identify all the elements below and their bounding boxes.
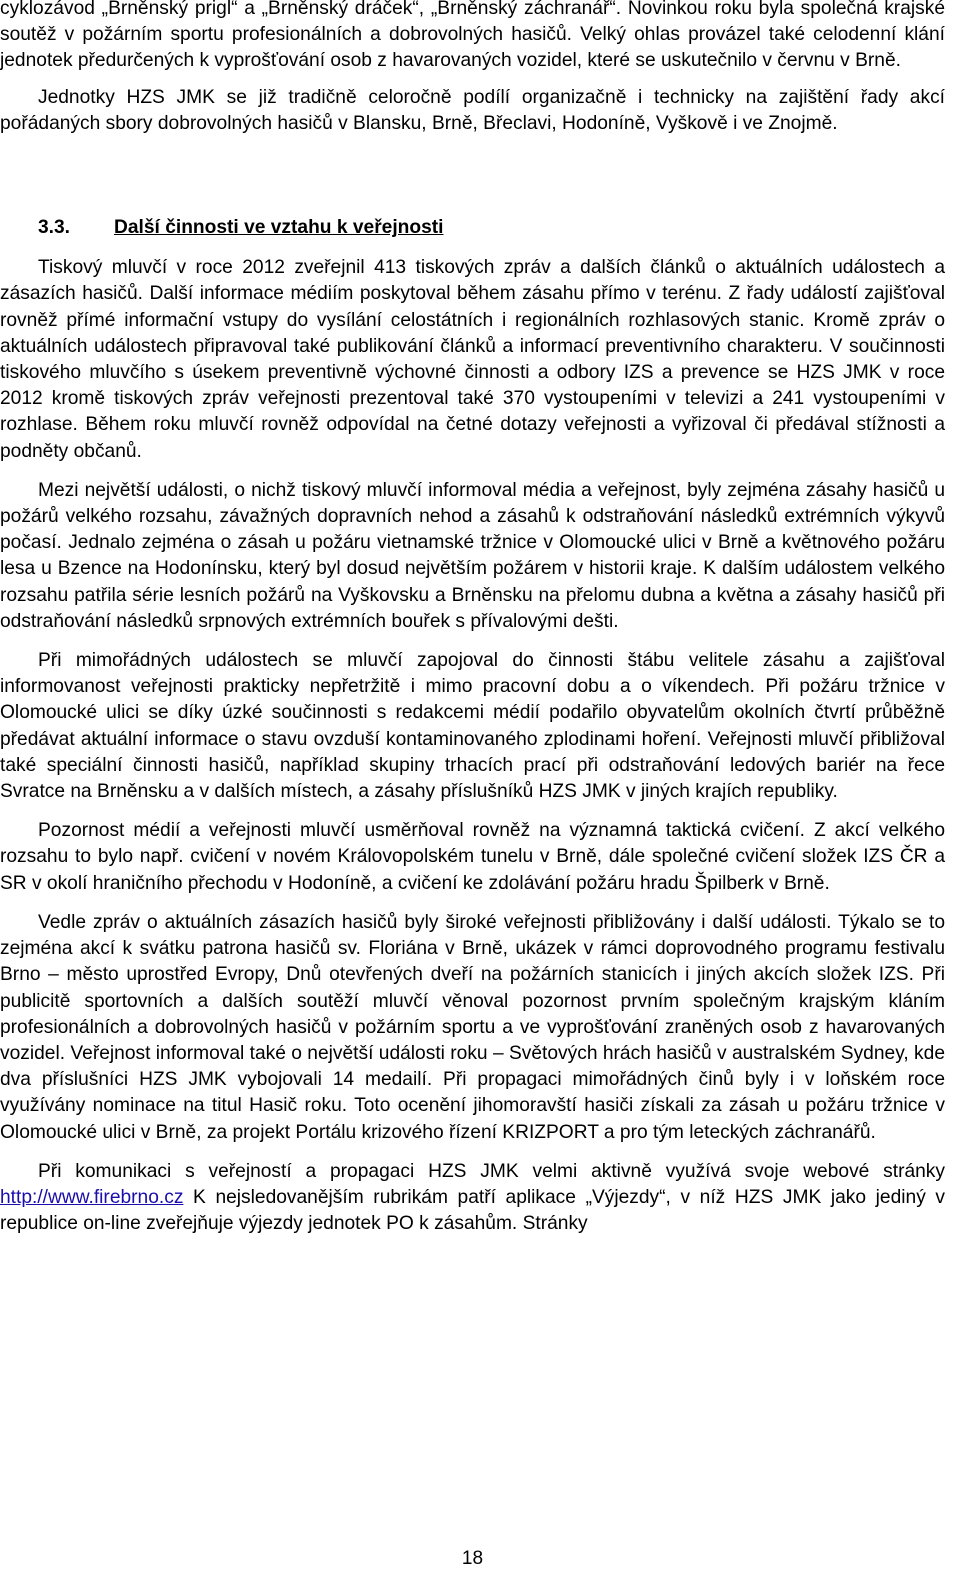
paragraph-tactical-exercises: Pozornost médií a veřejnosti mluvčí usměrňoval rovněž na významná taktická cvičení. Z akcí velkého rozsahu to bylo např. cvičení v novém Královopolském tunelu v Brně, dále společné cvičení složek IZS ČR a SR v okolí hraničního přechodu v Hodoníně, a cvičení ke zdolávání požáru hradu Špilberk v Brně. — [0, 820, 945, 894]
paragraph-other-events: Vedle zpráv o aktuálních zásazích hasičů byly široké veřejnosti přibližovány i další události. Týkalo se to zejména akcí k svátku patrona hasičů sv. Floriána v Brně, ukázek v rámci doprovodného programu festivalu Brno – město uprostřed Evropy, Dnů otevřených dveří na požárních stanicích i jiných akcích složek IZS. Při publicitě sportovních a dalších soutěží mluvčí věnoval pozornost prvním společným krajským kláním profesionálních a dobrovolných hasičů v požárním sportu a ve vyprošťování zraněných osob z havarovaných vozidel. Veřejnost informoval také o největší události roku – Světových hrách hasičů v australském Sydney, kde dva příslušníci HZS JMK vybojovali 14 medailí. Při propagaci mimořádných činů byly i v loňském roce využívány nominace na titul Hasič roku. Toto ocenění jihomoravští hasiči získali za zásah u požáru tržnice v Olomoucké ulici v Brně, za projekt Portálu krizového řízení KRIZPORT a pro tým leteckých záchranářů. — [0, 911, 945, 1143]
section-title: Další činnosti ve vztahu k veřejnosti — [114, 217, 444, 239]
paragraph-continuation: cyklozávod „Brněnský prigl“ a „Brněnský dráček“, „Brněnský záchranář“. Novinkou roku byla společná krajské soutěž v požárním sportu profesionálních a dobrovolných hasičů. Velký ohlas provázel také celodenní klání jednotek předurčených k vyprošťování osob z havarovaných vozidel, které se uskutečnilo v červnu v Brně. — [0, 0, 945, 72]
paragraph-website — [0, 1159, 945, 1238]
paragraph-press-releases: Tiskový mluvčí v roce 2012 zveřejnil 413 tiskových zpráv a dalších článků o aktuálních událostech a zásazích hasičů. Další informace médiím poskytoval během zásahu přímo v terénu. Z řady událostí zajišťoval rovněž přímé informační vstupy do vysílání celostátních i regionálních rozhlasových stanic. Kromě zpráv o aktuálních událostech připravoval také publikování článků a informací preventivního charakteru. V součinnosti tiskového mluvčího s úsekem preventivně výchovné činnosti a odbory IZS a prevence se HZS JMK v roce 2012 kromě tiskových zpráv veřejnosti prezentoval také 370 vystoupeními v televizi a 241 vystoupeními v rozhlase. Během roku mluvčí rovněž odpovídal na četné dotazy veřejnosti a vyřizoval či předával stížnosti a podněty občanů. — [0, 257, 945, 462]
paragraph-volunteer-events: Jednotky HZS JMK se již tradičně celoročně podílí organizačně i technicky na zajištění řady akcí pořádaných sbory dobrovolných hasičů v Blansku, Brně, Břeclavi, Hodoníně, Vyškově i ve Znojmě. — [0, 86, 945, 134]
section-heading — [0, 215, 945, 241]
website-link[interactable]: http://www.firebrno.cz — [0, 1186, 184, 1208]
website-text-after: K nejsledovanějším rubrikám patří aplikace „Výjezdy“, v níž HZS JMK jako jediný v republice on-line zveřejňuje výjezdy jednotek PO k zásahům. Stránky — [0, 1186, 945, 1235]
page-number: 18 — [461, 1548, 484, 1569]
section-number: 3.3. — [38, 217, 71, 239]
website-text-before: Při komunikaci s veřejností a propagaci HZS JMK velmi aktivně využívá svoje webové stránky — [38, 1160, 945, 1182]
paragraph-emergency-communication: Při mimořádných událostech se mluvčí zapojoval do činnosti štábu velitele zásahu a zajišťoval informovanost veřejnosti prakticky nepřetržitě i mimo pracovní dobu a o víkendech. Při požáru tržnice v Olomoucké ulici se díky úzké součinnosti s redakcemi médií podařilo obyvatelům okolních čtvrtí průběžně předávat aktuální informace o stavu ovzduší kontaminovaného zplodinami hoření. Veřejnosti mluvčí přibližoval také speciální činnosti hasičů, například skupiny trhacích prací při odstraňování ledových bariér na řece Svratce na Brněnsku a v dalších místech, a zásahy příslušníků HZS JMK v jiných krajích republiky. — [0, 650, 945, 803]
paragraph-major-events: Mezi největší události, o nichž tiskový mluvčí informoval média a veřejnost, byly zejména zásahy hasičů u požárů velkého rozsahu, závažných dopravních nehod a zásahů k odstraňování následků extrémních výkyvů počasí. Jednalo zejména o zásah u požáru vietnamské tržnice v Olomoucké ulici v Brně a květnového požáru lesa u Bzence na Hodonínsku, který byl dosud největším požárem v historii kraje. K dalším událostem velkého rozsahu patřila série lesních požárů na Vyškovsku a Brněnsku na přelomu dubna a května a zásahy hasičů při odstraňování následků srpnových extrémních bouřek s přívalovými dešti. — [0, 479, 945, 632]
